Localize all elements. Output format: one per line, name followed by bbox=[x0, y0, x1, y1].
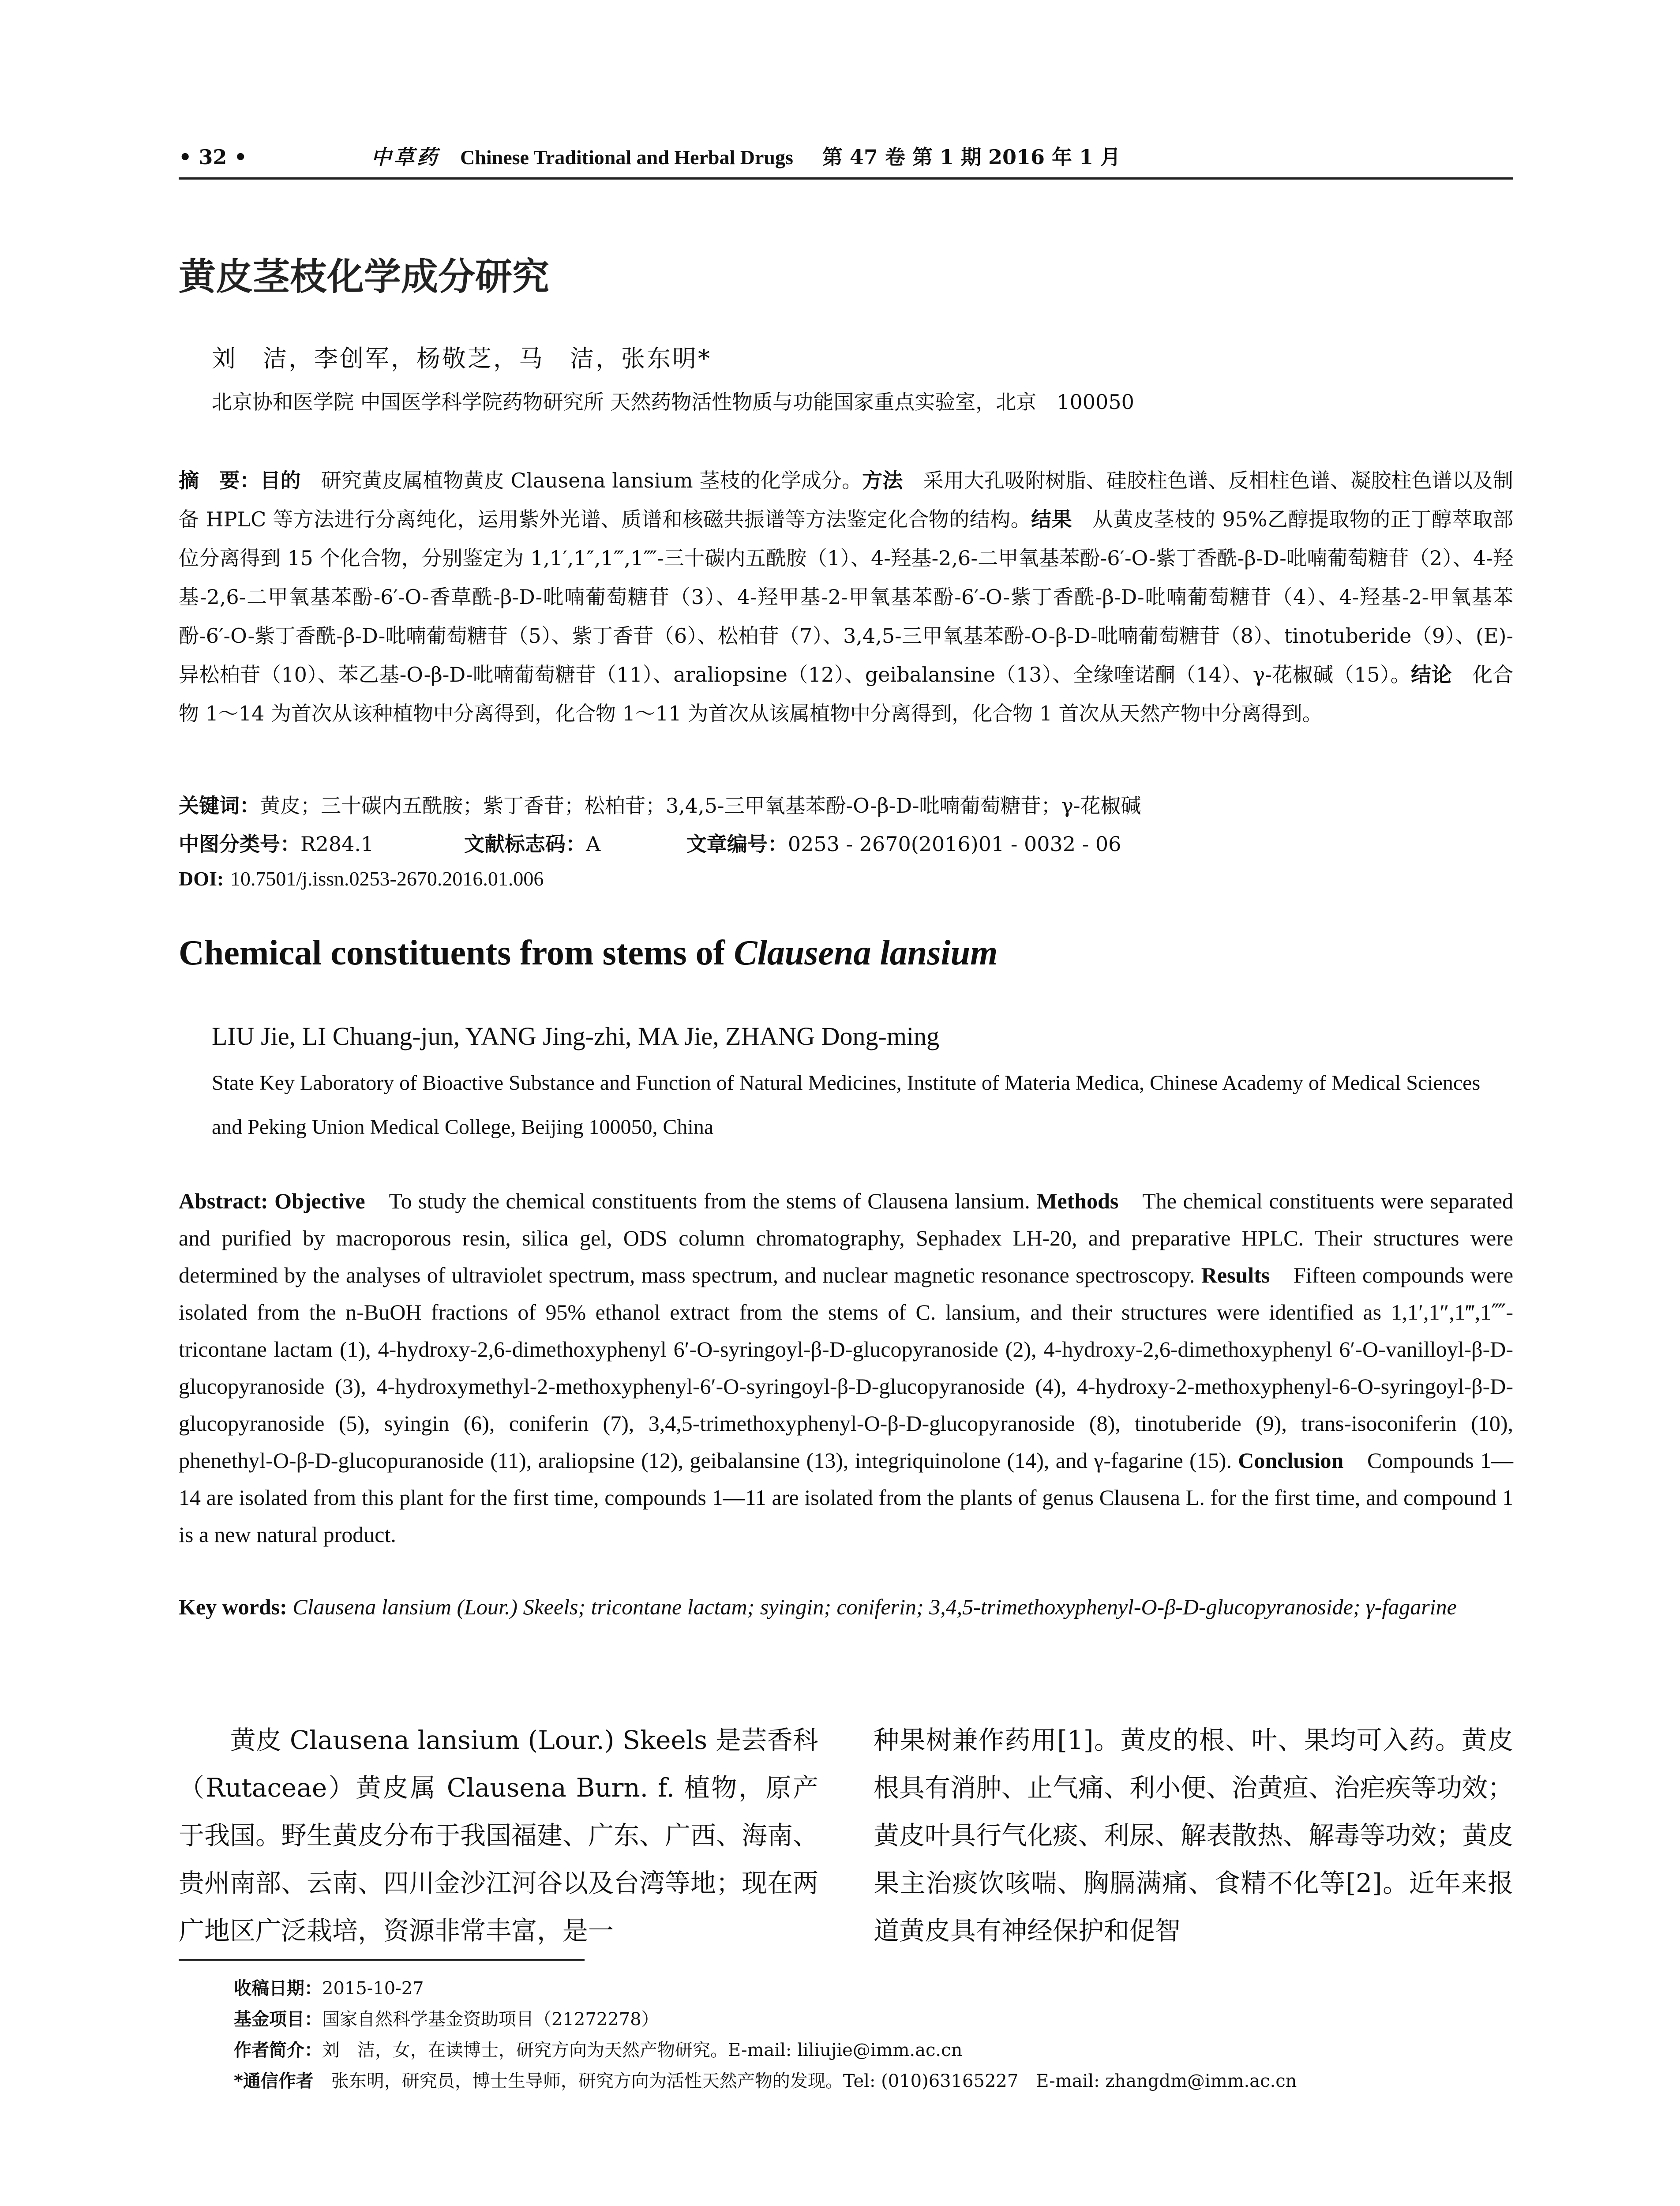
clc-label: 中图分类号： bbox=[179, 832, 300, 856]
doccode-label: 文献标志码： bbox=[464, 832, 586, 856]
abstract-label-en: Abstract: Objective bbox=[179, 1189, 365, 1213]
results-label-en: Results bbox=[1201, 1263, 1270, 1287]
keywords-label-en: Key words: bbox=[179, 1594, 287, 1619]
footnote-corresponding bbox=[234, 2067, 1297, 2092]
classification-line bbox=[179, 828, 1121, 857]
corresponding-label: *通信作者 bbox=[234, 2071, 314, 2091]
body-col1-text: 黄皮 Clausena lansium (Lour.) Skeels 是芸香科（Rutaceae）黄皮属 Clausena Burn. f. 植物，原产于我国。野生黄皮分布于我国福建、广东、广西、海南、贵州南部、云南、四川金沙江河谷以及台湾等地；现在两广地区广泛栽培，资源非常丰富，是一 bbox=[179, 1725, 819, 1946]
footnote-rule bbox=[179, 1959, 585, 1961]
received-label: 收稿日期： bbox=[234, 1978, 322, 1999]
objective-en: To study the chemical constituents from the stems of Clausena lansium. bbox=[389, 1189, 1030, 1213]
conclusion-en: Compounds 1—14 are isolated from this plant for the first time, compounds 1—11 are isolated from the plants of genus Clausena L. for the first time, and compound 1 is a new natural product. bbox=[179, 1448, 1513, 1547]
articleno-value: 0253 - 2670(2016)01 - 0032 - 06 bbox=[788, 832, 1121, 856]
title-en-prefix: Chemical constituents from stems of bbox=[179, 934, 734, 972]
keywords-en: Clausena lansium (Lour.) Skeels; tricontane lactam; syingin; coniferin; 3,4,5-trimethoxyphenyl-O-β-D-glucopyranoside; γ-fagarine bbox=[292, 1594, 1457, 1619]
abstract-cn bbox=[179, 461, 1513, 733]
author-bio-label: 作者简介： bbox=[234, 2040, 322, 2060]
objective-label-cn: 目的 bbox=[260, 469, 301, 492]
page-number: • 32 • bbox=[179, 145, 247, 169]
doi-value: 10.7501/j.issn.0253-2670.2016.01.006 bbox=[230, 867, 544, 890]
corresponding-text: 张东明，研究员，博士生导师，研究方向为活性天然产物的发现。Tel: (010)63165227 E-mail: zhangdm@imm.ac.cn bbox=[331, 2071, 1297, 2091]
methods-label-en: Methods bbox=[1036, 1189, 1119, 1213]
fund-text: 国家自然科学基金资助项目（21272278） bbox=[322, 2009, 659, 2030]
article-title-en bbox=[179, 933, 998, 973]
received-date: 2015-10-27 bbox=[322, 1978, 424, 1999]
journal-issue: 第 47 卷 第 1 期 2016 年 1 月 bbox=[822, 145, 1121, 169]
footnote-received bbox=[234, 1974, 424, 2000]
results-label-cn: 结果 bbox=[1031, 507, 1072, 531]
abstract-en bbox=[179, 1182, 1513, 1553]
doccode-value: A bbox=[585, 832, 601, 856]
fund-label: 基金项目： bbox=[234, 2009, 322, 2030]
author-bio-text: 刘 洁，女，在读博士，研究方向为天然产物研究。E-mail: liliujie@imm.ac.cn bbox=[322, 2040, 963, 2060]
affiliation-en: State Key Laboratory of Bioactive Substance and Function of Natural Medicines, Institute of Materia Medica, Chinese Academy of Medical Sciences and Peking Union Medical College, Beijing 100050, China bbox=[212, 1071, 1481, 1139]
journal-name-en: Chinese Traditional and Herbal Drugs bbox=[460, 146, 793, 169]
authors-cn: 刘 洁，李创军，杨敬芝，马 洁，张东明* bbox=[212, 345, 712, 372]
conclusion-label-en: Conclusion bbox=[1238, 1448, 1344, 1473]
conclusion-label-cn: 结论 bbox=[1411, 663, 1452, 687]
authors-en: LIU Jie, LI Chuang-jun, YANG Jing-zhi, MA Jie, ZHANG Dong-ming bbox=[212, 1022, 940, 1050]
keywords-en-line bbox=[179, 1588, 1513, 1625]
conclusion-cn: 化合物 1～14 为首次从该种植物中分离得到，化合物 1～11 为首次从该属植物中分离得到，化合物 1 首次从天然产物中分离得到。 bbox=[179, 663, 1514, 725]
title-en-species: Clausena lansium bbox=[734, 934, 998, 972]
keywords-label-cn: 关键词： bbox=[179, 794, 260, 818]
objective-cn: 研究黄皮属植物黄皮 Clausena lansium 茎枝的化学成分。 bbox=[321, 469, 862, 492]
methods-label-cn: 方法 bbox=[862, 469, 903, 492]
article-title-cn: 黄皮茎枝化学成分研究 bbox=[179, 255, 550, 298]
header-rule bbox=[179, 177, 1513, 180]
journal-name-cn: 中草药 bbox=[371, 145, 440, 169]
articleno-label: 文章编号： bbox=[686, 832, 788, 856]
abstract-label-cn: 摘 要： bbox=[179, 469, 260, 492]
clc-value: R284.1 bbox=[300, 832, 374, 856]
footnote-author bbox=[234, 2036, 962, 2061]
body-column-left bbox=[179, 1716, 818, 1955]
footnote-fund bbox=[234, 2005, 659, 2030]
doi-line bbox=[179, 867, 544, 890]
affiliation-cn: 北京协和医学院 中国医学科学院药物研究所 天然药物活性物质与功能国家重点实验室，北京 100050 bbox=[212, 390, 1134, 414]
body-column-right: 种果树兼作药用[1]。黄皮的根、叶、果均可入药。黄皮根具有消肿、止气痛、利小便、治黄疸、治疟疾等功效；黄皮叶具行气化痰、利尿、解表散热、解毒等功效；黄皮果主治痰饮咳喘、胸膈满痛、食精不化等[2]。近年来报道黄皮具有神经保护和促智 bbox=[874, 1725, 1514, 1946]
doi-label: DOI: bbox=[179, 867, 224, 890]
methods-cn: 采用大孔吸附树脂、硅胶柱色谱、反相柱色谱、凝胶柱色谱以及制备 HPLC 等方法进行分离纯化，运用紫外光谱、质谱和核磁共振谱等方法鉴定化合物的结构。 bbox=[179, 469, 1514, 531]
keywords-cn: 黄皮；三十碳内五酰胺；紫丁香苷；松柏苷；3,4,5-三甲氧基苯酚-O-β-D-吡喃葡萄糖苷；γ-花椒碱 bbox=[260, 794, 1141, 818]
running-header bbox=[179, 141, 1502, 170]
results-en: Fifteen compounds were isolated from the n-BuOH fractions of 95% ethanol extract from the stems of C. lansium, and their structures were identified as 1,1′,1″,1‴,1⁗-tricontane lactam (1), 4-hydroxy-2,6-dimethoxyphenyl 6′-O-syringoyl-β-D-glucopyranoside (2), 4-hydroxy-2,6-dimethoxyphenyl 6′-O-vanilloyl-β-D-glucopyranoside (3), 4-hydroxymethyl-2-methoxyphenyl-6′-O-syringoyl-β-D-glucopyranoside (4), 4-hydroxy-2-methoxyphenyl-6-O-syringoyl-β-D-glucopyranoside (5), syingin (6), coniferin (7), 3,4,5-trimethoxyphenyl-O-β-D-glucopyranoside (8), tinotuberide (9), trans-isoconiferin (10), phenethyl-O-β-D-glucopuranoside (11), araliopsine (12), geibalansine (13), integriquinolone (14), and γ-fagarine (15). bbox=[179, 1263, 1514, 1473]
results-cn: 从黄皮茎枝的 95%乙醇提取物的正丁醇萃取部位分离得到 15 个化合物，分别鉴定为 1,1′,1″,1‴,1⁗-三十碳内五酰胺（1）、4-羟基-2,6-二甲氧基苯酚-6′-O-紫丁香酰-β-D-吡喃葡萄糖苷（2）、4-羟基-2,6-二甲氧基苯酚-6′-O-香草酰-β-D-吡喃葡萄糖苷（3）、4-羟甲基-2-甲氧基苯酚-6′-O-紫丁香酰-β-D-吡喃葡萄糖苷（4）、4-羟基-2-甲氧基苯酚-6′-O-紫丁香酰-β-D-吡喃葡萄糖苷（5）、紫丁香苷（6）、松柏苷（7）、3,4,5-三甲氧基苯酚-O-β-D-吡喃葡萄糖苷（8）、tinotuberide（9）、(E)-异松柏苷（10）、苯乙基-O-β-D-吡喃葡萄糖苷（11）、araliopsine（12）、geibalansine（13）、全缘喹诺酮（14）、γ-花椒碱（15）。 bbox=[179, 507, 1513, 687]
keywords-cn-line bbox=[179, 790, 1141, 819]
methods-en: The chemical constituents were separated and purified by macroporous resin, silica gel, ODS column chromatography, Sephadex LH-20, and preparative HPLC. Their structures were determined by the analyses of ultraviolet spectrum, mass spectrum, and nuclear magnetic resonance spectroscopy. bbox=[179, 1189, 1514, 1287]
